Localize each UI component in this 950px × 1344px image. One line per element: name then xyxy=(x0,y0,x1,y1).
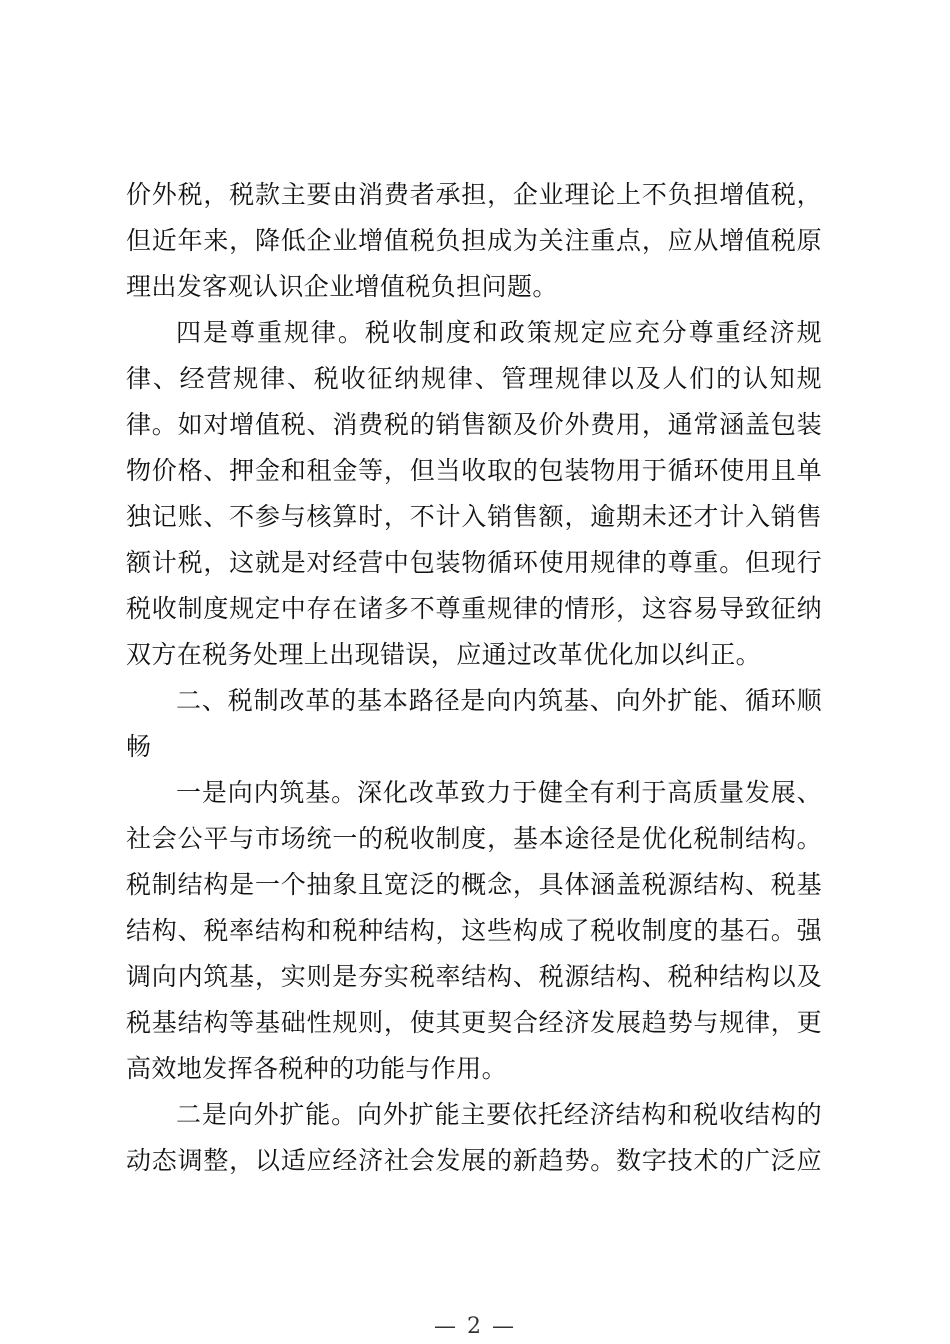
text-line: 律。如对增值税、消费税的销售额及价外费用，通常涵盖包装 xyxy=(126,410,822,439)
text-line: 理出发客观认识企业增值税负担问题。 xyxy=(126,272,558,301)
text-line: 但近年来，降低企业增值税负担成为关注重点，应从增值税原 xyxy=(126,226,822,255)
text-line: 高效地发挥各税种的功能与作用。 xyxy=(126,1054,508,1083)
paragraph-start-line: 二是向外扩能。向外扩能主要依托经济结构和税收结构的 xyxy=(176,1100,822,1129)
text-line: 税基结构等基础性规则，使其更契合经济发展趋势与规律，更 xyxy=(126,1008,822,1037)
text-line: 结构、税率结构和税种结构，这些构成了税收制度的基石。强 xyxy=(126,916,822,945)
text-line: 调向内筑基，实则是夯实税率结构、税源结构、税种结构以及 xyxy=(126,962,822,991)
text-line: 税收制度规定中存在诸多不尊重规律的情形，这容易导致征纳 xyxy=(126,594,822,623)
text-line: 独记账、不参与核算时，不计入销售额，逾期未还才计入销售 xyxy=(126,502,822,531)
text-line: 双方在税务处理上出现错误，应通过改革优化加以纠正。 xyxy=(126,640,762,669)
text-line: 动态调整，以适应经济社会发展的新趋势。数字技术的广泛应 xyxy=(126,1146,822,1175)
section-heading-continuation: 畅 xyxy=(126,732,152,761)
text-line: 社会公平与市场统一的税收制度，基本途径是优化税制结构。 xyxy=(126,824,822,853)
text-line: 物价格、押金和租金等，但当收取的包装物用于循环使用且单 xyxy=(126,456,822,485)
paragraph-start-line: 一是向内筑基。深化改革致力于健全有利于高质量发展、 xyxy=(176,778,822,807)
text-line: 价外税，税款主要由消费者承担，企业理论上不负担增值税， xyxy=(126,180,822,209)
document-body xyxy=(126,172,822,1184)
paragraph-start-line: 四是尊重规律。税收制度和政策规定应充分尊重经济规 xyxy=(176,318,822,347)
text-line: 额计税，这就是对经营中包装物循环使用规律的尊重。但现行 xyxy=(126,548,822,577)
page-number: — 2 — xyxy=(434,1314,516,1339)
text-line: 律、经营规律、税收征纳规律、管理规律以及人们的认知规 xyxy=(126,364,822,393)
section-heading: 二、税制改革的基本路径是向内筑基、向外扩能、循环顺 xyxy=(176,686,822,715)
text-line: 税制结构是一个抽象且宽泛的概念，具体涵盖税源结构、税基 xyxy=(126,870,822,899)
